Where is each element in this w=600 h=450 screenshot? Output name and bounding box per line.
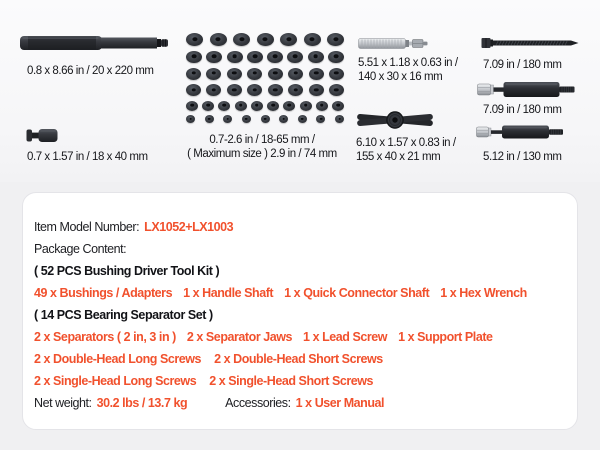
bushing-hole xyxy=(301,118,304,120)
spec-text-segment: 1 x Handle Shaft xyxy=(183,286,274,300)
threaded-screw-image xyxy=(481,36,579,50)
spec-line xyxy=(34,326,569,348)
bushing-disc xyxy=(227,51,243,64)
lead-screw-caption-line2: 140 x 30 x 16 mm xyxy=(358,71,443,84)
spec-text-segment: 2 x Double-Head Short Screws xyxy=(214,352,383,366)
bushing-disc xyxy=(329,68,344,80)
bushing-hole xyxy=(189,118,192,120)
bushing-disc xyxy=(309,68,324,80)
package-content-box xyxy=(22,192,578,430)
bushing-disc xyxy=(287,51,303,64)
bushing-hole xyxy=(293,55,298,59)
bushing-hole xyxy=(273,55,278,59)
bushing-disc xyxy=(267,51,283,64)
bushing-disc xyxy=(206,68,221,80)
bushing-disc xyxy=(288,84,303,96)
spec-text-segment: 1 x Support Plate xyxy=(398,330,493,344)
bushing-disc xyxy=(247,68,262,80)
bushing-hole xyxy=(313,55,318,59)
bushing-hole xyxy=(314,71,319,74)
separator-jaws-caption-line2: 155 x 40 x 21 mm xyxy=(356,151,441,164)
spec-text-segment: Net weight: xyxy=(34,396,92,410)
bushing-hole xyxy=(245,118,248,120)
bushing-disc xyxy=(279,115,288,123)
spec-text-segment: Accessories: xyxy=(225,396,291,410)
bushing-hole xyxy=(262,37,267,41)
bushing-disc xyxy=(268,84,283,96)
bushing-hole xyxy=(264,118,267,120)
bushing-disc xyxy=(227,68,242,80)
bushings-caption xyxy=(174,133,350,161)
bushings-row xyxy=(186,101,344,111)
bushing-disc xyxy=(233,33,250,46)
spec-text-segment: ( 52 PCS Bushing Driver Tool Kit ) xyxy=(34,264,220,278)
bushing-disc xyxy=(267,101,279,111)
bushings-grid xyxy=(186,33,344,123)
double-head-screw-caption: 7.09 in / 180 mm xyxy=(483,104,562,116)
bushing-hole xyxy=(255,104,259,107)
bushings-row xyxy=(186,115,344,123)
spec-line xyxy=(34,392,569,414)
bushing-disc xyxy=(223,115,232,123)
bushing-disc xyxy=(210,33,227,46)
bushing-hole xyxy=(212,88,217,91)
bushing-hole xyxy=(206,104,210,107)
bushing-hole xyxy=(314,88,319,91)
bushing-disc xyxy=(288,68,303,80)
spec-text-segment: 2 x Double-Head Long Screws xyxy=(34,352,202,366)
bushing-disc xyxy=(251,101,263,111)
bushing-disc xyxy=(304,33,321,46)
adapter-caption: 0.7 x 1.57 in / 18 x 40 mm xyxy=(27,151,148,163)
bushing-disc xyxy=(309,84,324,96)
bushing-hole xyxy=(271,104,275,107)
spec-text-segment: 1 x Hex Wrench xyxy=(440,286,527,300)
bushing-disc xyxy=(316,115,325,123)
threaded-screw-caption: 7.09 in / 180 mm xyxy=(483,59,562,71)
bushing-hole xyxy=(336,104,340,107)
bushing-hole xyxy=(226,118,229,120)
lead-screw-caption-line1: 5.51 x 1.18 x 0.63 in / xyxy=(358,57,458,69)
bushing-disc xyxy=(308,51,324,64)
spec-text-segment: 1 x Lead Screw xyxy=(303,330,388,344)
bushing-disc xyxy=(298,115,307,123)
spec-line xyxy=(34,282,569,304)
bushing-disc xyxy=(247,84,262,96)
adapter-image xyxy=(26,128,58,143)
spec-text-segment: 1 x User Manual xyxy=(295,396,385,410)
spec-text-segment: 1 x Quick Connector Shaft xyxy=(284,286,430,300)
bushing-disc xyxy=(283,101,295,111)
lead-screw-caption xyxy=(358,56,458,84)
bushing-hole xyxy=(304,104,308,107)
bushing-hole xyxy=(253,88,258,91)
spec-text-segment: 2 x Single-Head Long Screws xyxy=(34,374,197,388)
bushing-disc xyxy=(202,101,214,111)
product-collage xyxy=(0,0,600,182)
bushing-disc xyxy=(186,115,195,123)
bushing-disc xyxy=(186,84,201,96)
bushings-row xyxy=(186,51,344,64)
bushing-disc xyxy=(247,51,263,64)
bushing-hole xyxy=(286,37,291,41)
bushing-hole xyxy=(334,55,339,59)
bushing-disc xyxy=(186,51,202,64)
spec-line xyxy=(34,304,569,326)
bushing-disc xyxy=(332,101,344,111)
bushing-hole xyxy=(232,88,237,91)
separator-jaws-caption xyxy=(356,136,456,164)
spec-text-segment: ( 14 PCS Bearing Separator Set ) xyxy=(34,308,213,322)
handle-shaft-image xyxy=(19,34,169,52)
bushing-disc xyxy=(316,101,328,111)
bushing-disc xyxy=(242,115,251,123)
bushing-disc xyxy=(329,84,344,96)
bushing-disc xyxy=(257,33,274,46)
bushing-disc xyxy=(227,84,242,96)
spec-text-segment: 2 x Separator Jaws xyxy=(186,330,293,344)
spec-line xyxy=(34,238,569,260)
bushing-hole xyxy=(239,104,243,107)
bushings-row xyxy=(186,68,344,80)
single-head-screw-caption: 5.12 in / 130 mm xyxy=(483,151,562,163)
bushing-hole xyxy=(253,71,258,74)
spec-line xyxy=(34,348,569,370)
bushing-disc xyxy=(206,84,221,96)
lead-screw-image xyxy=(358,37,428,50)
bushing-disc xyxy=(235,101,247,111)
bushing-hole xyxy=(320,118,323,120)
spec-line xyxy=(34,260,569,282)
bushing-hole xyxy=(293,71,298,74)
bushing-disc xyxy=(328,51,344,64)
bushing-disc xyxy=(206,51,222,64)
spec-text-segment: Item Model Number: xyxy=(34,220,140,234)
spec-line xyxy=(34,216,569,238)
bushing-hole xyxy=(282,118,285,120)
bushing-disc xyxy=(280,33,297,46)
separator-jaws-caption-line1: 6.10 x 1.57 x 0.83 in / xyxy=(356,137,456,149)
bushings-row xyxy=(186,33,344,46)
bushing-hole xyxy=(232,55,237,59)
bushing-hole xyxy=(191,71,196,74)
bushing-hole xyxy=(338,118,341,120)
bushings-caption-line2: ( Maximum size ) 2.9 in / 74 mm xyxy=(187,148,337,161)
handle-shaft-caption: 0.8 x 8.66 in / 20 x 220 mm xyxy=(27,65,154,77)
bushing-hole xyxy=(309,37,314,41)
bushing-hole xyxy=(334,88,339,91)
bushing-disc xyxy=(218,101,230,111)
bushing-hole xyxy=(212,71,217,74)
bushing-hole xyxy=(252,55,257,59)
bushings-caption-line1: 0.7-2.6 in / 18-65 mm / xyxy=(209,134,315,146)
spec-text-segment: LX1052+LX1003 xyxy=(144,220,234,234)
spec-line xyxy=(34,370,569,392)
bushing-hole xyxy=(232,71,237,74)
bushing-hole xyxy=(191,88,196,91)
bushing-hole xyxy=(288,104,292,107)
bushing-hole xyxy=(208,118,211,120)
bushing-disc xyxy=(300,101,312,111)
bushing-hole xyxy=(215,37,220,41)
separator-jaws-image xyxy=(356,108,434,132)
bushing-hole xyxy=(239,37,244,41)
bushing-hole xyxy=(192,37,197,41)
bushing-disc xyxy=(327,33,344,46)
bushing-hole xyxy=(293,88,298,91)
bushing-disc xyxy=(205,115,214,123)
bushing-hole xyxy=(320,104,324,107)
bushing-hole xyxy=(223,104,227,107)
bushings-row xyxy=(186,84,344,96)
bushing-disc xyxy=(261,115,270,123)
bushing-hole xyxy=(190,104,194,107)
bushing-hole xyxy=(273,71,278,74)
bushing-disc xyxy=(186,33,203,46)
single-head-screw-image xyxy=(476,124,566,140)
spec-text-segment: 49 x Bushings / Adapters xyxy=(34,286,173,300)
bushing-disc xyxy=(335,115,344,123)
bushing-hole xyxy=(333,37,338,41)
bushing-disc xyxy=(186,101,198,111)
bushing-hole xyxy=(192,55,197,59)
spec-text-segment: 2 x Single-Head Short Screws xyxy=(209,374,374,388)
bushing-hole xyxy=(273,88,278,91)
spec-text-segment: 30.2 lbs / 13.7 kg xyxy=(96,396,188,410)
bushing-disc xyxy=(268,68,283,80)
spec-text-segment: 2 x Separators ( 2 in, 3 in ) xyxy=(34,330,176,344)
bushing-hole xyxy=(212,55,217,59)
double-head-screw-image xyxy=(477,81,577,98)
spec-text-segment: Package Content: xyxy=(34,242,127,256)
bushing-hole xyxy=(334,71,339,74)
bushing-disc xyxy=(186,68,201,80)
